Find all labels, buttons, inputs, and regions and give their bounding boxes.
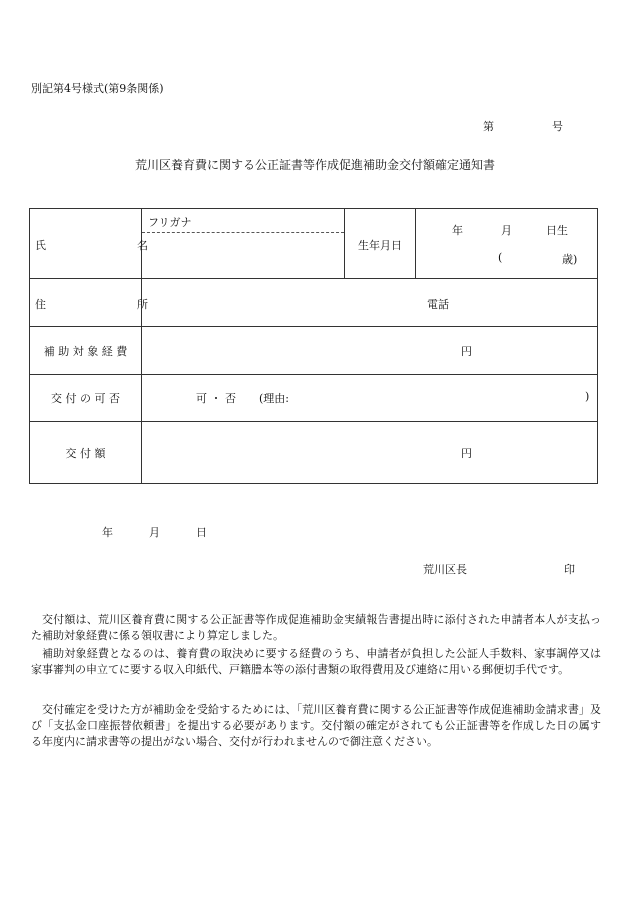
name-label-char: 氏 [35, 239, 46, 252]
address-label-char: 所 [137, 298, 148, 311]
phone-label: 電話 [427, 298, 449, 311]
row-line [29, 278, 598, 279]
approval-options: 可 ・ 否 [196, 392, 236, 405]
seal-mark: 印 [564, 563, 575, 576]
number-prefix: 第 [483, 120, 494, 133]
form-label: 別記第4号様式(第9条関係) [31, 82, 164, 95]
birth-month: 月 [501, 224, 512, 237]
birth-divider [415, 208, 416, 279]
furigana-label: フリガナ [148, 216, 192, 229]
note-paragraph: 交付確定を受けた方が補助金を受給するためには、「荒川区養育費に関する公正証書等作成促進補助金請求書」及び「支払金口座振替依頼書」を提出する必要があります。交付額の確定がされても公正証書等を作成した日の属する年度内に請求書等の提出がない場合、交付が行われませんので御注意ください。 [31, 703, 601, 748]
birth-day: 日生 [546, 224, 568, 237]
table-border-right [597, 208, 598, 484]
note-paragraph: 交付額は、荒川区養育費に関する公正証書等作成促進補助金実績報告書提出時に添付された申請者本人が支払った補助対象経費に係る領収書により算定しました。 [31, 613, 601, 642]
cost-label: 補 助 対 象 経 費 [43, 345, 128, 358]
amount-unit: 円 [461, 447, 472, 460]
document-title: 荒川区養育費に関する公正証書等作成促進補助金交付額確定通知書 [134, 158, 495, 172]
issuer-name: 荒川区長 [423, 563, 467, 576]
row-line [29, 326, 598, 327]
date-month: 月 [149, 526, 160, 539]
row-line [29, 421, 598, 422]
name-label [29, 237, 154, 253]
cost-unit: 円 [461, 345, 472, 358]
furigana-separator [142, 232, 344, 233]
row-line [29, 374, 598, 375]
birth-label: 生年月日 [358, 239, 402, 252]
table-border-bottom [29, 483, 598, 484]
reason-close: ) [585, 390, 590, 403]
birth-year: 年 [452, 224, 463, 237]
reason-label: (理由: [259, 392, 289, 405]
age-open: ( [498, 251, 503, 264]
number-suffix: 号 [552, 120, 563, 133]
name-label-char: 名 [137, 239, 148, 252]
approval-label: 交 付 の 可 否 [51, 392, 120, 405]
address-label [29, 296, 154, 312]
date-year: 年 [102, 526, 113, 539]
table-border-top [29, 208, 598, 209]
address-label-char: 住 [35, 298, 46, 311]
amount-label: 交 付 額 [65, 447, 106, 460]
note-paragraph: 補助対象経費となるのは、養育費の取決めに要する経費のうち、申請者が負担した公証人手数料、家事調停又は家事審判の申立てに要する収入印紙代、戸籍謄本等の添付書類の取得費用及び連絡に用いる郵便切手代です。 [31, 647, 601, 676]
age-close: 歳) [562, 253, 578, 266]
date-day: 日 [196, 526, 207, 539]
form-table [29, 208, 598, 484]
